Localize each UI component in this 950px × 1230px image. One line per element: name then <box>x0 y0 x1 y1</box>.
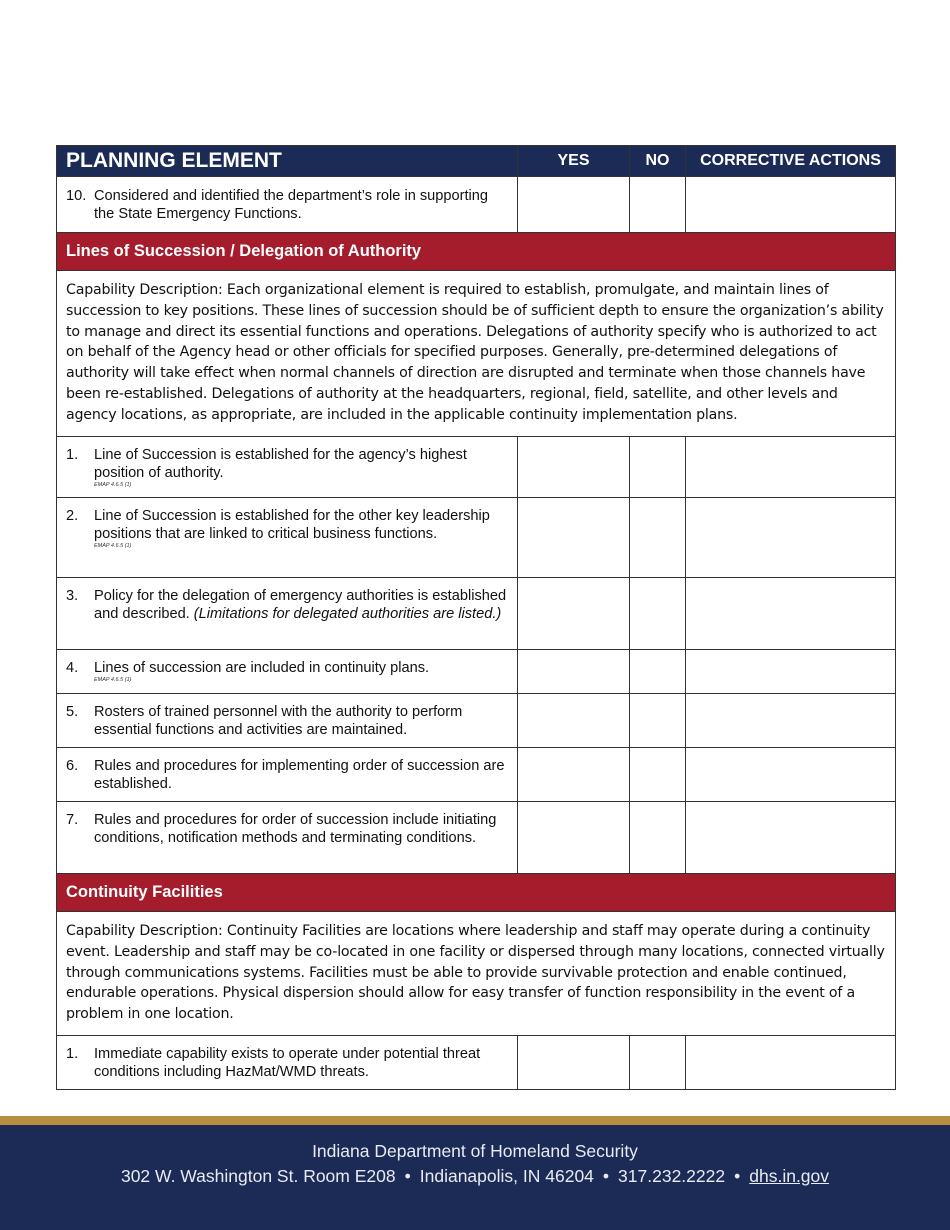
item-text: Rosters of trained personnel with the authority to perform essential functions and activities are maintained. <box>94 704 463 738</box>
table-row <box>57 437 896 498</box>
page-footer <box>0 1125 950 1230</box>
yes-cell[interactable] <box>518 650 630 694</box>
yes-cell[interactable] <box>518 748 630 802</box>
planning-element-cell <box>57 578 518 650</box>
item-number: 6. <box>66 758 79 774</box>
section-title: Lines of Succession / Delegation of Authority <box>57 233 896 271</box>
no-cell[interactable] <box>630 802 686 874</box>
no-cell[interactable] <box>630 1036 686 1090</box>
item-number: 4. <box>66 660 79 676</box>
footer-city: Indianapolis, IN 46204 <box>419 1166 594 1186</box>
item-text: Lines of succession are included in continuity plans. <box>94 660 430 676</box>
item-number: 1. <box>66 1046 79 1062</box>
item-number: 10. <box>66 188 87 204</box>
no-cell[interactable] <box>630 498 686 578</box>
footer-separator: • <box>734 1166 741 1186</box>
footer-website-link[interactable]: dhs.in.gov <box>749 1166 830 1186</box>
table-row <box>57 748 896 802</box>
capability-description: Capability Description: Each organizational element is required to establish, promulgate, and maintain lines of succession to key positions. These lines of succession should be of sufficient depth to ensure the organization’s ability to manage and direct its essential functions and operations. Delegations of authority specify who is authorized to act on behalf of the Agency head or other officials for specified purposes. Generally, pre-determined delegations of authority will take effect when normal channels of direction are disrupted and terminate when those channels have been re-established. Delegations of authority at the headquarters, regional, field, satellite, and other levels and agency locations, as appropriate, are included in the applicable continuity implementation plans. <box>57 271 896 437</box>
capability-description: Capability Description: Continuity Facilities are locations where leadership and staff may operate during a continuity event. Leadership and staff may be co-located in one facility or dispersed through many locations, connected virtually through communications systems. Facilities must be able to provide survivable protection and enable continued, endurable operations. Physical dispersion should allow for easy transfer of function responsibility in the event of a problem in one location. <box>57 912 896 1036</box>
corrective-actions-cell[interactable] <box>686 694 896 748</box>
no-cell[interactable] <box>630 650 686 694</box>
planning-checklist-table <box>56 145 896 1090</box>
section-title: Continuity Facilities <box>57 874 896 912</box>
footer-contact-line <box>0 1165 950 1187</box>
emap-reference: EMAP 4.6.5 (1) <box>94 482 132 488</box>
footer-address: 302 W. Washington St. Room E208 <box>120 1166 396 1186</box>
corrective-actions-cell[interactable] <box>686 578 896 650</box>
table-row <box>57 578 896 650</box>
planning-element-cell <box>57 802 518 874</box>
footer-phone: 317.232.2222 <box>618 1166 726 1186</box>
emap-reference: EMAP 4.6.5 (1) <box>94 543 132 549</box>
table-row <box>57 694 896 748</box>
no-cell[interactable] <box>630 437 686 498</box>
corrective-actions-cell[interactable] <box>686 1036 896 1090</box>
item-text: Line of Succession is established for the other key leadership positions that are linked to critical business functions. <box>94 508 490 542</box>
item-text: Rules and procedures for implementing order of succession are established. <box>94 758 505 792</box>
section-header-row <box>57 874 896 912</box>
corrective-actions-cell[interactable] <box>686 498 896 578</box>
yes-cell[interactable] <box>518 694 630 748</box>
corrective-actions-cell[interactable] <box>686 748 896 802</box>
item-number: 2. <box>66 508 79 524</box>
no-cell[interactable] <box>630 748 686 802</box>
section-header-row <box>57 233 896 271</box>
item-text: Rules and procedures for order of succession include initiating conditions, notification methods and terminating conditions. <box>94 812 497 846</box>
planning-element-cell <box>57 650 518 694</box>
yes-header: YES <box>518 146 630 177</box>
emap-reference: EMAP 4.6.5 (1) <box>94 677 132 683</box>
item-note: (Limitations for delegated authorities are listed.) <box>193 606 502 622</box>
item-number: 7. <box>66 812 79 828</box>
footer-separator: • <box>602 1166 610 1186</box>
no-cell[interactable] <box>630 578 686 650</box>
table-row <box>57 802 896 874</box>
corrective-actions-cell[interactable] <box>686 802 896 874</box>
corrective-actions-cell[interactable] <box>686 650 896 694</box>
yes-cell[interactable] <box>518 498 630 578</box>
item-number: 5. <box>66 704 79 720</box>
planning-element-cell <box>57 177 518 233</box>
footer-separator: • <box>404 1166 411 1186</box>
no-cell[interactable] <box>630 177 686 233</box>
table-header-row <box>57 146 896 177</box>
item-number: 1. <box>66 447 79 463</box>
footer-gold-stripe <box>0 1116 950 1125</box>
planning-element-cell <box>57 694 518 748</box>
planning-element-header: PLANNING ELEMENT <box>57 146 518 177</box>
yes-cell[interactable] <box>518 578 630 650</box>
table-row <box>57 650 896 694</box>
corrective-actions-header: CORRECTIVE ACTIONS <box>686 146 896 177</box>
table-row <box>57 1036 896 1090</box>
planning-element-cell <box>57 498 518 578</box>
item-text: Line of Succession is established for the agency’s highest position of authority. <box>94 447 467 481</box>
yes-cell[interactable] <box>518 802 630 874</box>
no-cell[interactable] <box>630 694 686 748</box>
planning-element-cell <box>57 437 518 498</box>
yes-cell[interactable] <box>518 177 630 233</box>
table-row <box>57 177 896 233</box>
item-text: Policy for the delegation of emergency authorities is established and described. <box>94 588 507 622</box>
corrective-actions-cell[interactable] <box>686 177 896 233</box>
item-number: 3. <box>66 588 79 604</box>
yes-cell[interactable] <box>518 1036 630 1090</box>
capability-description-row <box>57 912 896 1036</box>
no-header: NO <box>630 146 686 177</box>
table-row <box>57 498 896 578</box>
footer-organization: Indiana Department of Homeland Security <box>312 1141 638 1161</box>
planning-element-cell <box>57 748 518 802</box>
item-text: Considered and identified the department’s role in supporting the State Emergency Functions. <box>94 188 489 222</box>
yes-cell[interactable] <box>518 437 630 498</box>
corrective-actions-cell[interactable] <box>686 437 896 498</box>
item-text: Immediate capability exists to operate under potential threat conditions including HazMat/WMD threats. <box>94 1046 481 1080</box>
capability-description-row <box>57 271 896 437</box>
planning-element-cell <box>57 1036 518 1090</box>
